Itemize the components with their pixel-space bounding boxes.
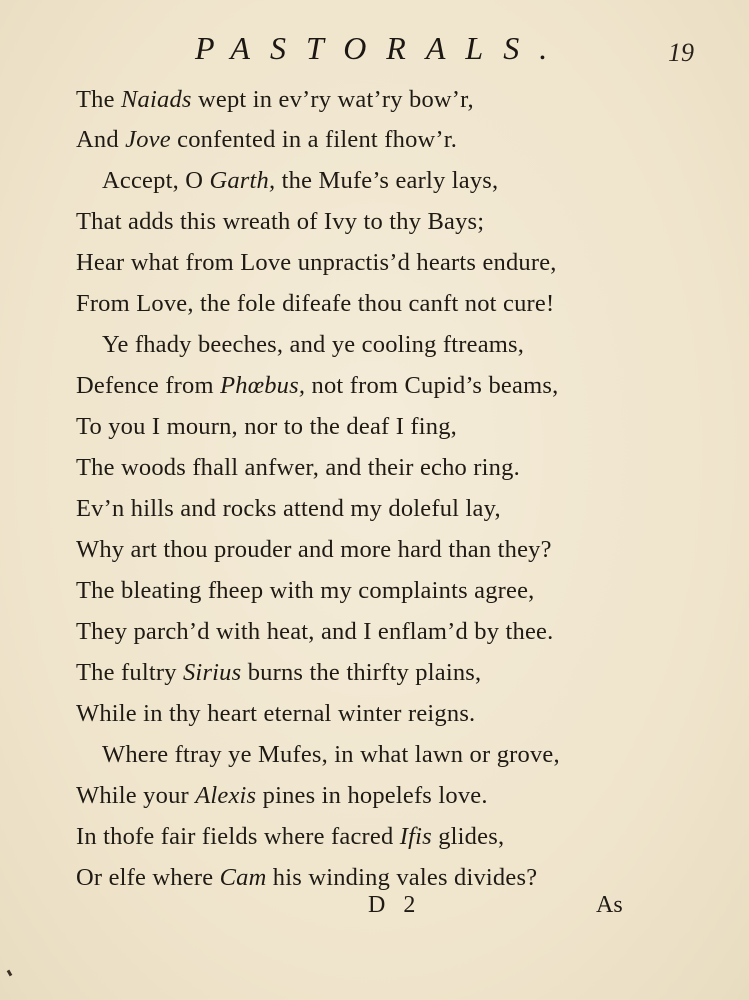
poem-line-1: The Naiads wept in ev’ry wat’ry bow’r, — [76, 86, 474, 113]
poem-line-7: Ye fhady beeches, and ye cooling ftreams, — [102, 331, 525, 358]
poem-line-9: To you I mourn, nor to the deaf I fing, — [76, 413, 457, 440]
page-footer — [0, 892, 749, 932]
poem-line-11: Ev’n hills and rocks attend my doleful lay, — [76, 495, 501, 522]
poem-line-5: Hear what from Love unpractis’d hearts endure, — [76, 249, 557, 276]
signature-mark: D 2 — [368, 892, 422, 918]
poem-line-3: Accept, O Garth, the Mufe’s early lays, — [102, 167, 499, 194]
running-title: PASTORALS. — [195, 30, 568, 66]
poem-line-12: Why art thou prouder and more hard than they? — [76, 536, 552, 563]
poem-line-4: That adds this wreath of Ivy to thy Bays; — [76, 208, 485, 235]
poem-line-15: The fultry Sirius burns the thirfty plains, — [76, 659, 482, 686]
poem-line-6: From Love, the fole difeafe thou canft not cure! — [76, 290, 555, 317]
poem-line-2: And Jove confented in a filent fhow’r. — [76, 126, 458, 153]
poem-line-14: They parch’d with heat, and I enflam’d by thee. — [76, 618, 554, 645]
poem-line-18: While your Alexis pines in hopelefs love. — [76, 782, 488, 809]
poem-line-19: In thofe fair fields where facred Ifis glides, — [76, 823, 505, 850]
poem-line-17: Where ftray ye Mufes, in what lawn or grove, — [102, 741, 560, 768]
page-number: 19 — [668, 38, 694, 67]
poem-line-20: Or elfe where Cam his winding vales divides? — [76, 864, 538, 891]
ink-speck — [7, 970, 13, 977]
poem-line-8: Defence from Phœbus, not from Cupid’s beams, — [76, 372, 559, 399]
catchword: As — [596, 892, 623, 918]
poem-line-16: While in thy heart eternal winter reigns. — [76, 700, 476, 727]
poem-line-13: The bleating fheep with my complaints agree, — [76, 577, 535, 604]
poem-line-10: The woods fhall anfwer, and their echo ring. — [76, 454, 520, 481]
